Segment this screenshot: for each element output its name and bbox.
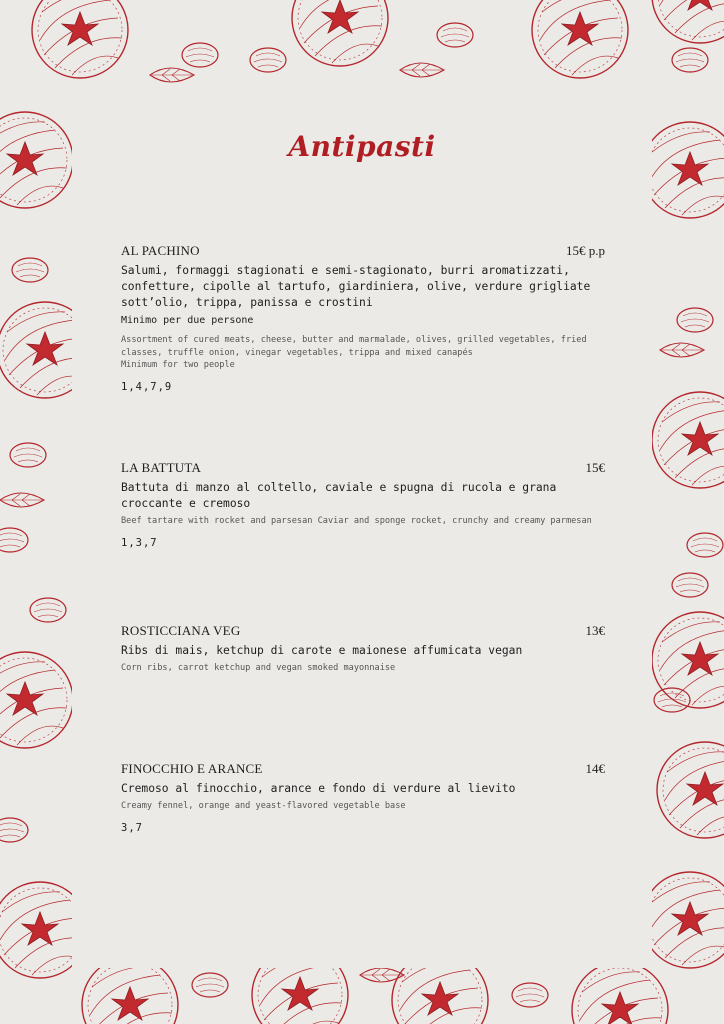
item-name: FINOCCHIO E ARANCE	[121, 761, 263, 776]
item-description-it: Ribs di mais, ketchup di carote e maionese affumicata vegan	[121, 644, 523, 657]
item-note-it: Minimo per due persone	[121, 315, 254, 326]
menu-item-finocchio-e-arance	[121, 761, 605, 834]
item-description-en: Creamy fennel, orange and yeast-flavored vegetable base	[121, 801, 406, 811]
item-name: LA BATTUTA	[121, 460, 202, 475]
menu-item-rosticciana-veg	[121, 623, 605, 675]
menu-item-la-battuta	[121, 460, 605, 549]
item-allergens: 1,3,7	[121, 536, 158, 549]
item-price: 15€ p.p	[566, 243, 605, 258]
item-description-it: Battuta di manzo al coltello, caviale e spugna di rucola e grana croccante e cremoso	[121, 481, 557, 510]
item-description-en: Corn ribs, carrot ketchup and vegan smoked mayonnaise	[121, 663, 396, 673]
menu-item-al-pachino	[121, 243, 605, 393]
item-name: AL PACHINO	[121, 243, 200, 258]
item-description-en: Beef tartare with rocket and parsesan Caviar and sponge rocket, crunchy and creamy parmesan	[121, 516, 592, 526]
item-price: 13€	[585, 623, 605, 638]
item-name: ROSTICCIANA VEG	[121, 623, 241, 638]
item-price: 14€	[585, 761, 605, 776]
page-title: Antipasti	[288, 130, 436, 163]
item-allergens: 1,4,7,9	[121, 380, 173, 393]
item-description-it: Salumi, formaggi stagionati e semi-stagionato, burri aromatizzati, confetture, cipolle al tartufo, giardiniera, olive, verdure grigliate sott’olio, trippa, panissa e crostini	[121, 264, 591, 309]
item-allergens: 3,7	[121, 821, 143, 834]
menu-panel	[72, 88, 652, 968]
item-note-en: Minimum for two people	[121, 360, 235, 370]
item-description-it: Cremoso al finocchio, arance e fondo di verdure al lievito	[121, 782, 516, 795]
item-description-en: Assortment of cured meats, cheese, butter and marmalade, olives, grilled vegetables, fried classes, truffle onion, vinegar vegetables, trippa and mixed canapés	[121, 335, 587, 358]
item-price: 15€	[585, 460, 605, 475]
